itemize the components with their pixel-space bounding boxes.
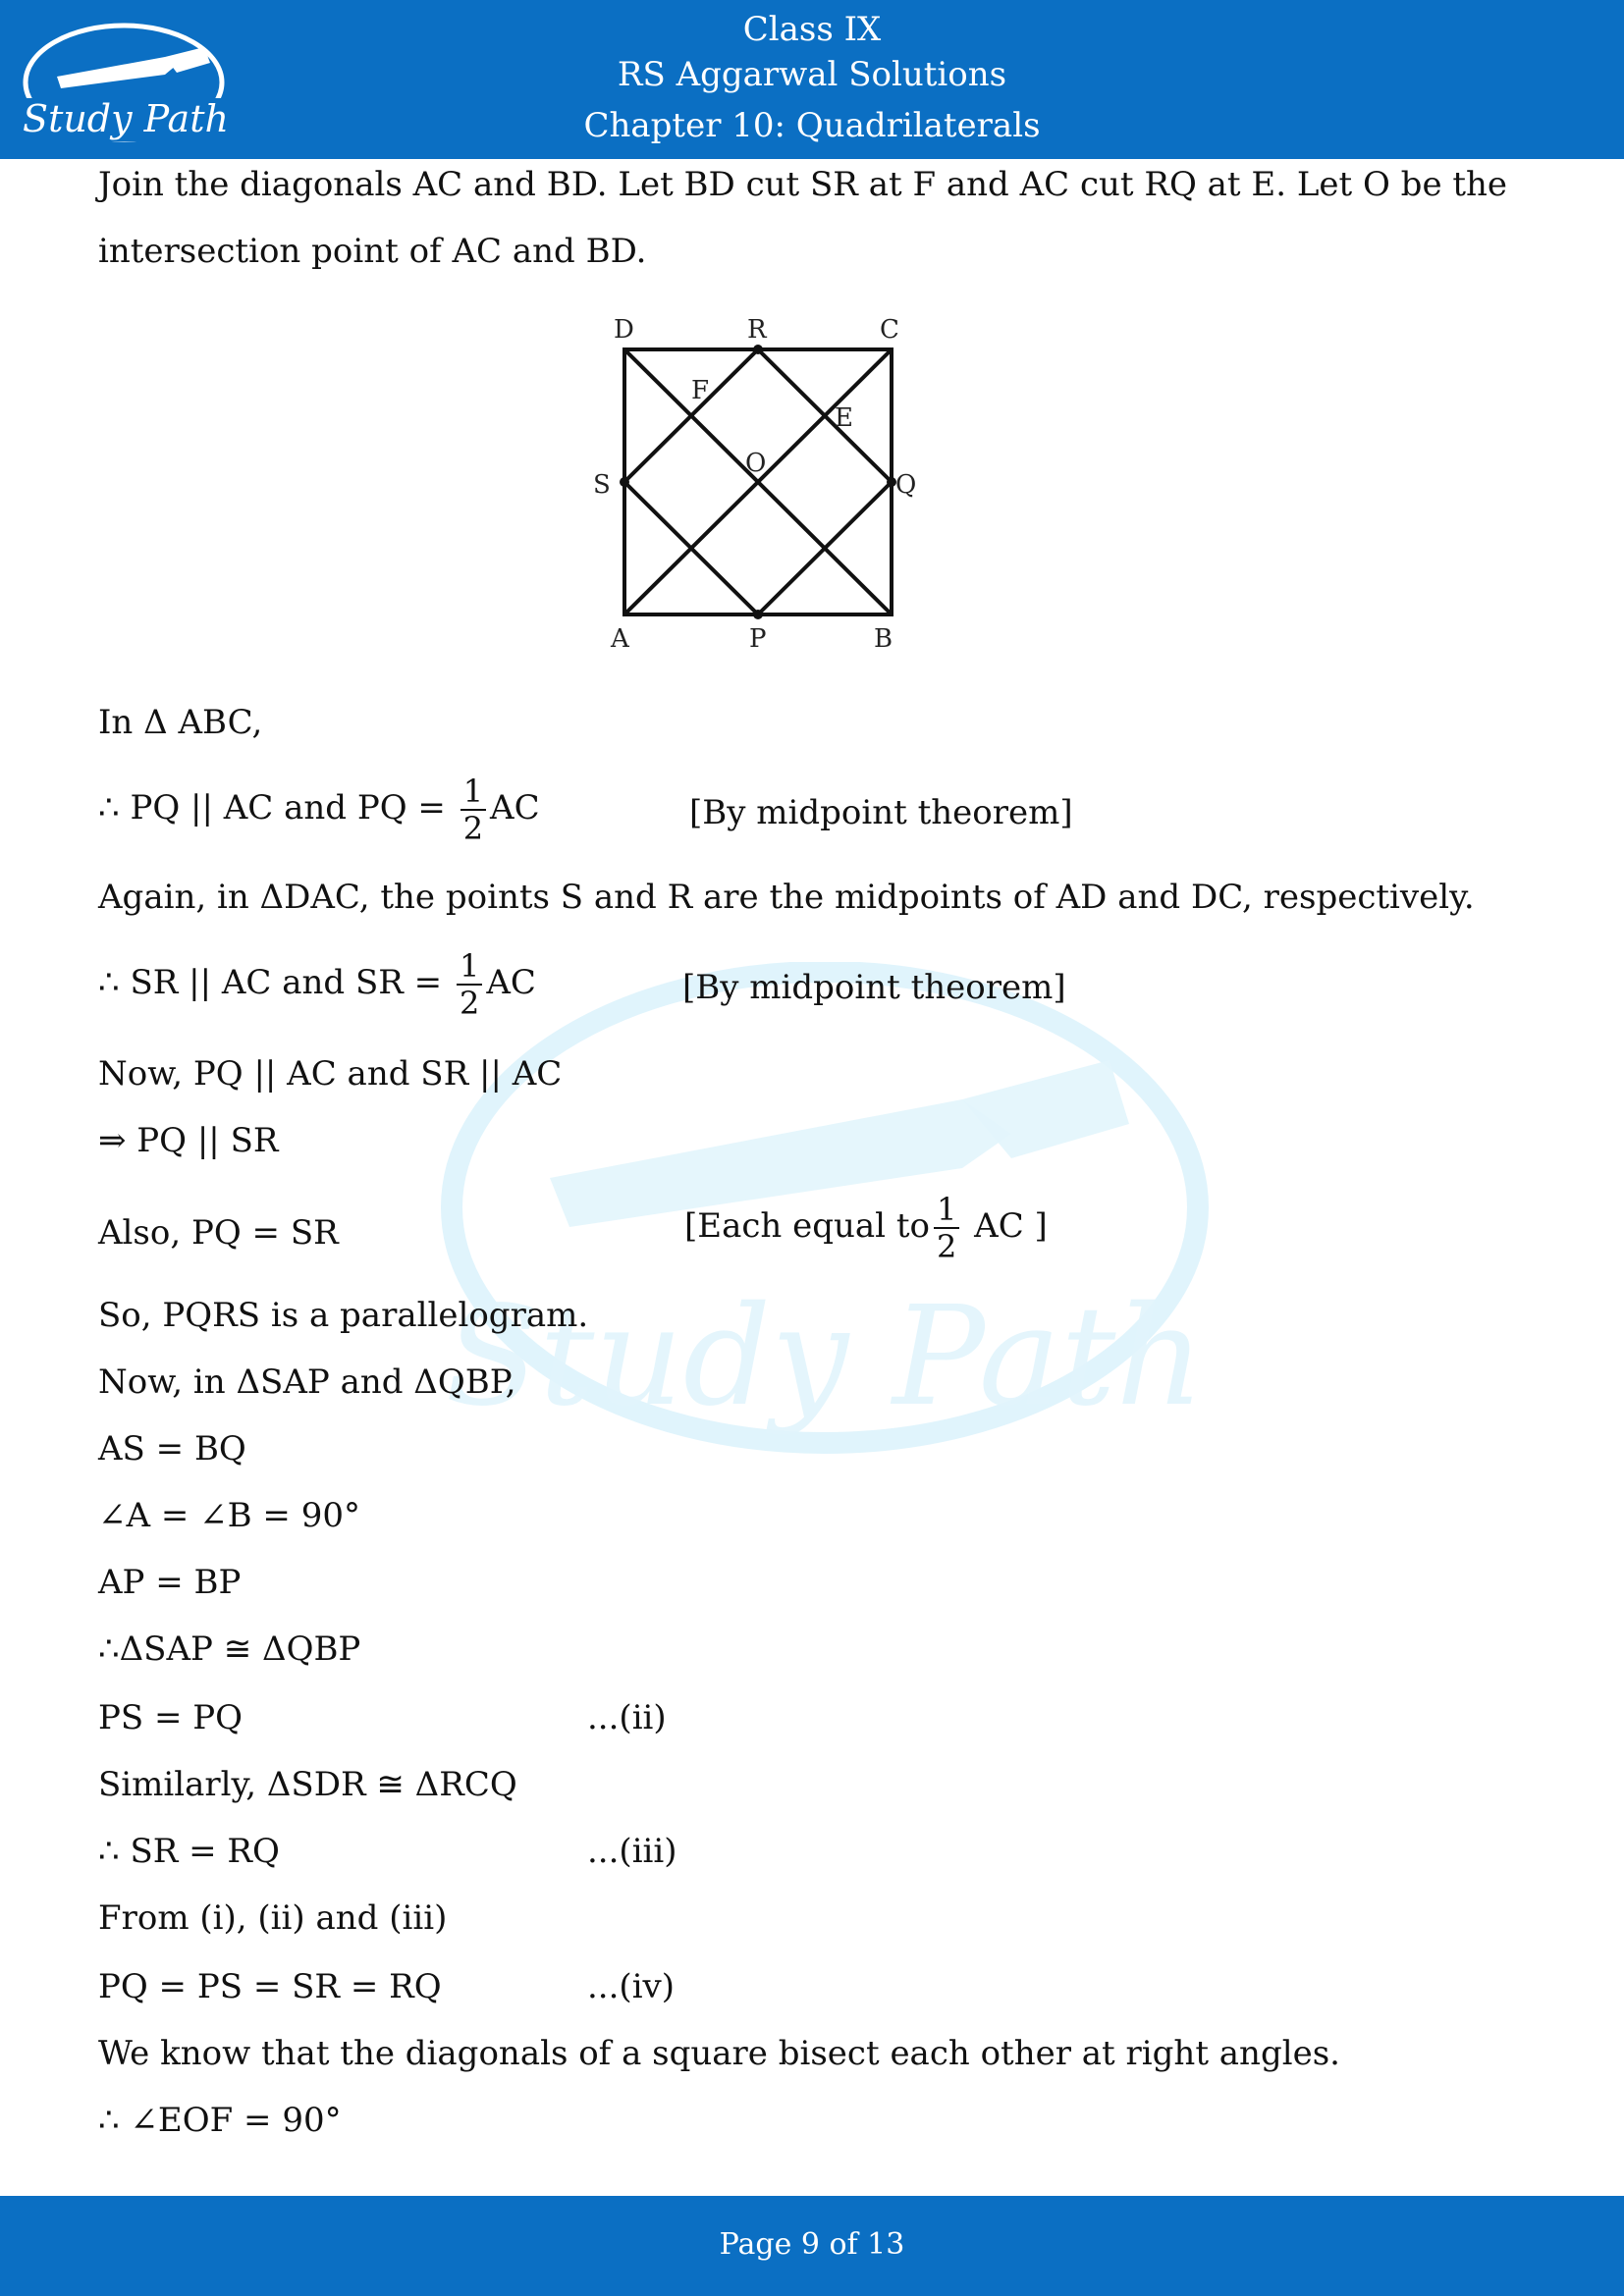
- line-ap-bp: AP = BP: [98, 1563, 242, 1602]
- line-congruent-2: Similarly, ΔSDR ≅ ΔRCQ: [98, 1765, 517, 1804]
- line-angle-eof: ∴ ∠EOF = 90°: [98, 2101, 342, 2140]
- label-O: O: [745, 449, 767, 478]
- line-diagonals-bisect: We know that the diagonals of a square bisect each other at right angles.: [98, 2034, 1340, 2073]
- reason-midpoint-2: [By midpoint theorem]: [682, 968, 1066, 1007]
- label-B: B: [874, 624, 893, 654]
- line-as-bq: AS = BQ: [98, 1429, 246, 1468]
- line-from-i-ii-iii: From (i), (ii) and (iii): [98, 1898, 448, 1938]
- line-pq-ac: ∴ PQ || AC and PQ = $\frac{1}{2}$ AC: [98, 773, 540, 847]
- line-all-equal: PQ = PS = SR = RQ: [98, 1967, 442, 2006]
- line-again-dac: Again, in ΔDAC, the points S and R are the midpoints of AD and DC, respectively.: [98, 878, 1475, 917]
- line-parallelogram: So, PQRS is a parallelogram.: [98, 1296, 589, 1335]
- line-sap-qbp: Now, in ΔSAP and ΔQBP,: [98, 1362, 516, 1402]
- label-R: R: [747, 315, 767, 345]
- intro-line-1: Join the diagonals AC and BD. Let BD cut SR at F and AC cut RQ at E. Let O be the: [98, 165, 1508, 204]
- line-implies-parallel: ⇒ PQ || SR: [98, 1121, 279, 1160]
- page-header: [0, 0, 1624, 159]
- header-book: RS Aggarwal Solutions: [617, 55, 1007, 94]
- svg-text:Study Path: Study Path: [23, 97, 229, 140]
- line-in-abc: In Δ ABC,: [98, 703, 263, 742]
- line-angles: ∠A = ∠B = 90°: [98, 1496, 360, 1535]
- label-C: C: [880, 315, 899, 345]
- square-diagram: [589, 308, 923, 662]
- line-ps-pq: PS = PQ: [98, 1698, 244, 1737]
- eq-ref-ii: ...(ii): [587, 1698, 667, 1737]
- label-E: E: [835, 403, 853, 433]
- eq-ref-iv: ...(iv): [587, 1967, 676, 2006]
- header-chapter: Chapter 10: Quadrilaterals: [583, 106, 1041, 145]
- eq-ref-iii: ...(iii): [587, 1832, 677, 1871]
- fraction-half: $\frac{1}{2}$: [460, 774, 486, 846]
- label-Q: Q: [895, 470, 917, 500]
- reason-midpoint-1: [By midpoint theorem]: [689, 793, 1073, 832]
- page-number: Page 9 of 13: [719, 2227, 905, 2262]
- header-class: Class IX: [742, 10, 882, 49]
- label-D: D: [614, 315, 634, 345]
- label-P: P: [749, 624, 767, 654]
- svg-text:Study Path: Study Path: [445, 1277, 1205, 1437]
- reason-each-equal: [Each equal to $\frac{1}{2}$ AC ]: [684, 1191, 1048, 1265]
- page-footer: [0, 2196, 1624, 2296]
- line-sr-rq: ∴ SR = RQ: [98, 1832, 280, 1871]
- fraction-half: $\frac{1}{2}$: [457, 948, 482, 1021]
- line-sr-ac: ∴ SR || AC and SR = $\frac{1}{2}$ AC: [98, 947, 536, 1022]
- label-A: A: [611, 624, 629, 654]
- label-S: S: [593, 470, 611, 500]
- intro-line-2: intersection point of AC and BD.: [98, 232, 647, 271]
- label-F: F: [691, 376, 710, 405]
- line-congruent-1: ∴ΔSAP ≅ ΔQBP: [98, 1629, 361, 1669]
- line-pq-eq-sr: Also, PQ = SR: [98, 1213, 339, 1253]
- line-now-parallel: Now, PQ || AC and SR || AC: [98, 1054, 563, 1094]
- fraction-half: $\frac{1}{2}$: [934, 1192, 959, 1264]
